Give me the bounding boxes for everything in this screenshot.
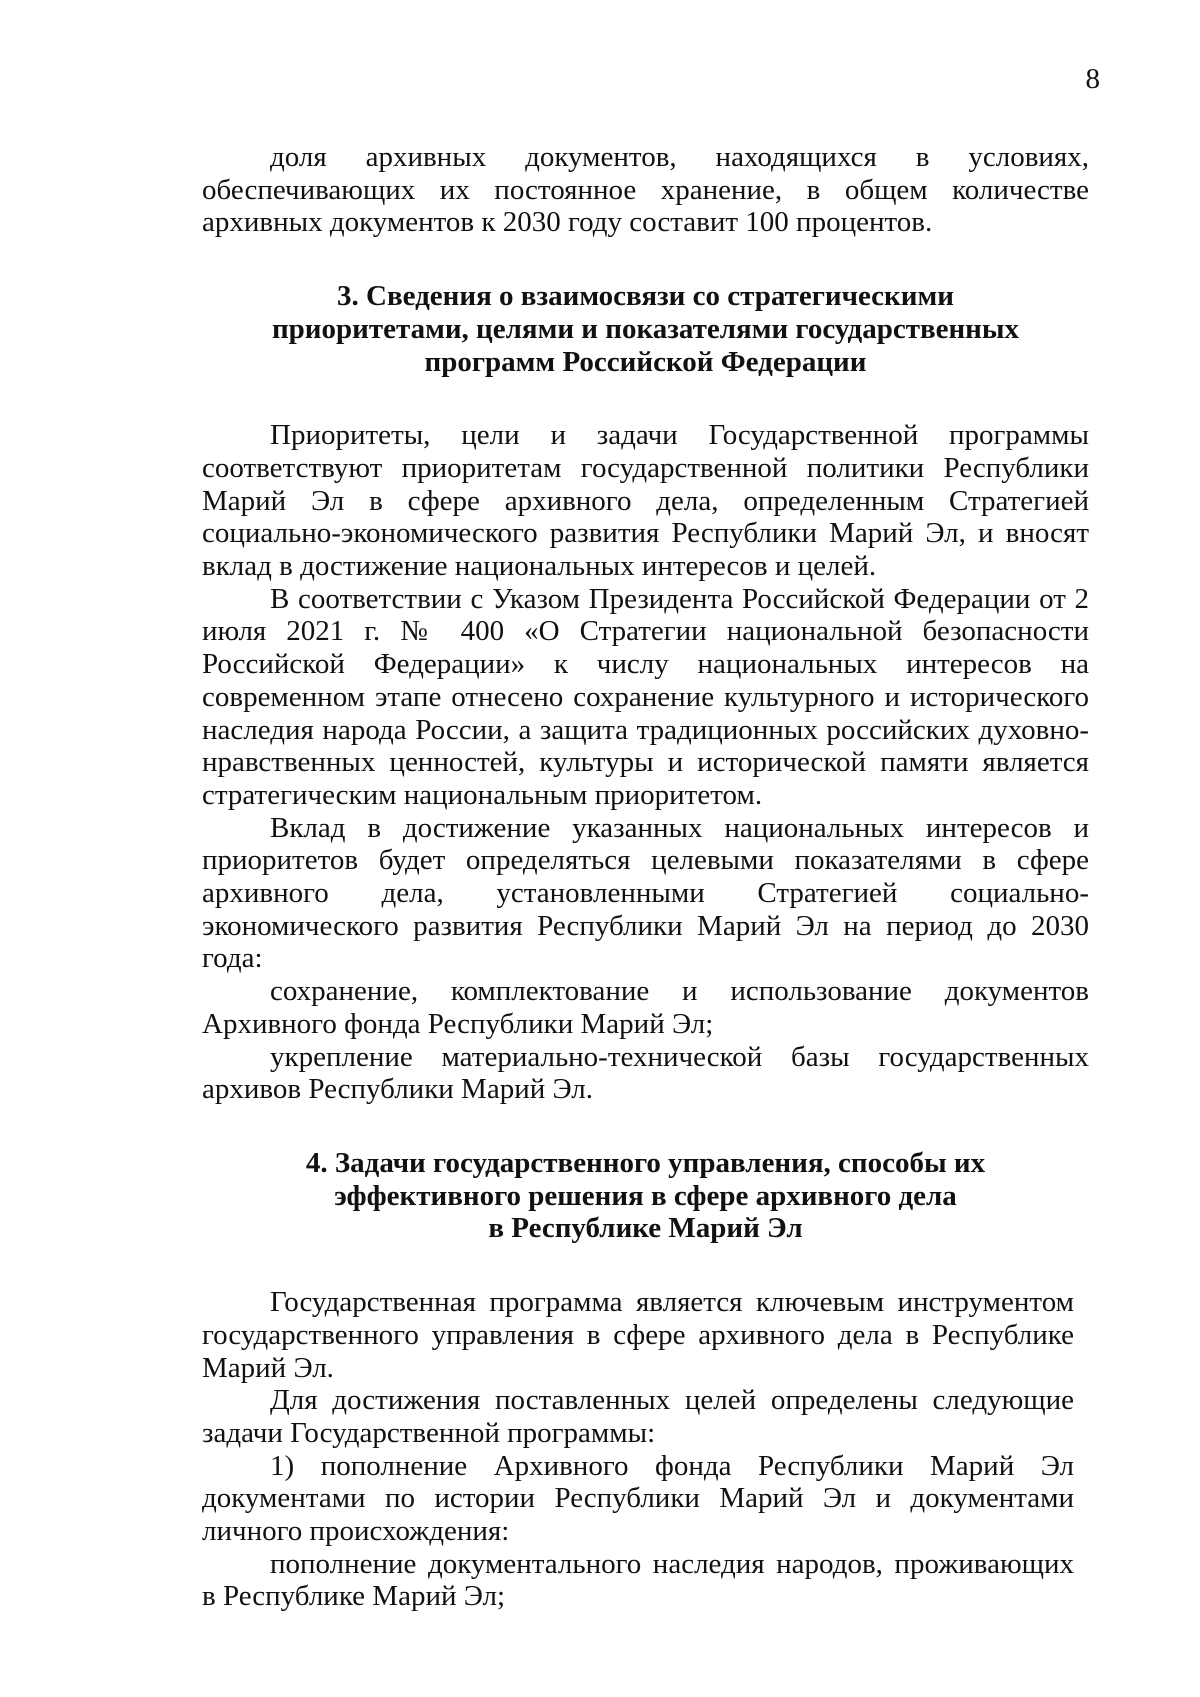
document-body: [202, 141, 1089, 1613]
section-4-paragraph: Государственная программа является ключевым инструментом государственного управления в сфере архивного дела в Республике Марий Эл.: [202, 1286, 1074, 1384]
section-3-paragraph: Вклад в достижение указанных национальных интересов и приоритетов будет определяться целевыми показателями в сфере архивного дела, установленными Стратегией социально-экономического развития Республики Марий Эл на период до 2030 года:: [202, 811, 1089, 975]
section-3-heading-line: приоритетами, целями и показателями государственных: [271, 312, 1020, 345]
section-3-heading: [202, 280, 1089, 378]
page-number: 8: [1085, 63, 1100, 95]
section-4-heading-line: 4. Задачи государственного управления, способы их: [305, 1146, 986, 1179]
spacer: [202, 239, 1089, 280]
section-4-list-item: 1) пополнение Архивного фонда Республики Марий Эл документами по истории Республики Марий Эл и документами личного происхождения:: [202, 1449, 1074, 1548]
spacer: [202, 378, 1089, 419]
section-4-paragraph: Для достижения поставленных целей определены следующие задачи Государственной программы:: [202, 1384, 1074, 1449]
section-3-paragraph: В соответствии с Указом Президента Российской Федерации от 2 июля 2021 г. № 400 «О Стратегии национальной безопасности Российской Федерации» к числу национальных интересов на современном этапе отнесено сохранение культурного и исторического наследия народа России, а защита традиционных российских духовно-нравственных ценностей, культуры и исторической памяти является стратегическим национальным приоритетом.: [202, 582, 1089, 811]
section-4-body: [202, 1286, 1074, 1613]
section-4-heading-line: эффективного решения в сфере архивного дела: [334, 1179, 957, 1212]
spacer: [202, 1245, 1089, 1286]
section-4-heading: [202, 1147, 1089, 1245]
section-4-list-item: пополнение документального наследия народов, проживающих в Республике Марий Эл;: [202, 1547, 1074, 1613]
section-4-heading-line: в Республике Марий Эл: [488, 1212, 803, 1245]
section-3-heading-line: программ Российской Федерации: [424, 345, 867, 378]
section-3-heading-line: 3. Сведения о взаимосвязи со стратегическими: [337, 280, 954, 313]
intro-paragraph: доля архивных документов, находящихся в условиях, обеспечивающих их постоянное хранение, в общем количестве архивных документов к 2030 году составит 100 процентов.: [202, 141, 1089, 239]
section-3-paragraph: Приоритеты, цели и задачи Государственной программы соответствуют приоритетам государственной политики Республики Марий Эл в сфере архивного дела, определенным Стратегией социально-экономического развития Республики Марий Эл, и вносят вклад в достижение национальных интересов и целей.: [202, 419, 1089, 583]
section-3-list-item: укрепление материально-технической базы государственных архивов Республики Марий Эл.: [202, 1040, 1089, 1106]
section-3-list-item: сохранение, комплектование и использование документов Архивного фонда Республики Марий Эл;: [202, 975, 1089, 1040]
spacer: [202, 1106, 1089, 1147]
